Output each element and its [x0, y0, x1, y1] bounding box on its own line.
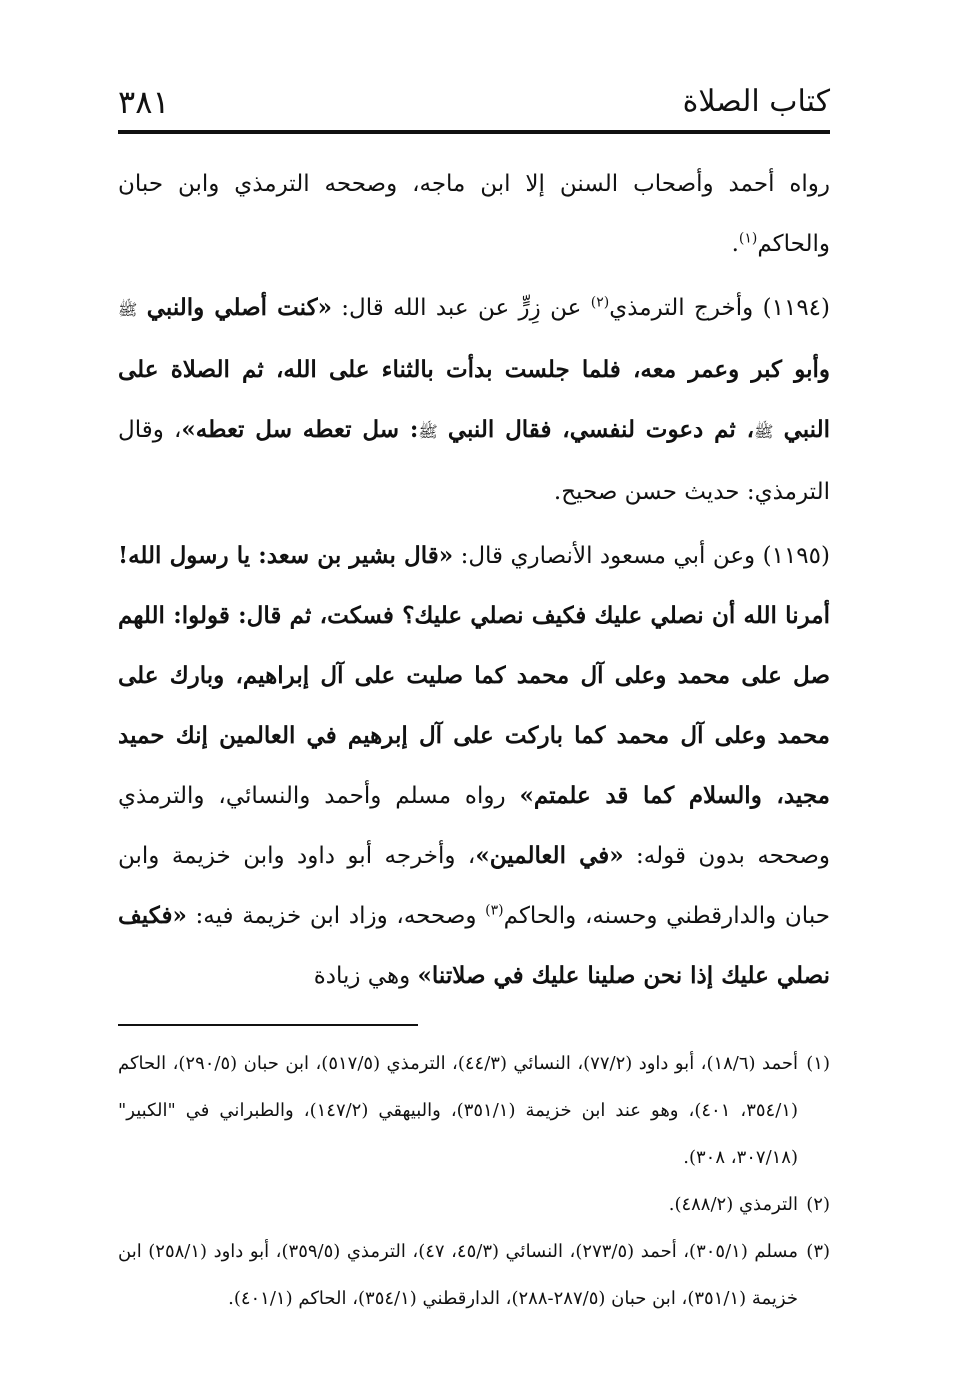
footnote-text: مسلم (٣٠٥/١)، أحمد (٢٧٣/٥)، النسائي (٤٥/٣، ٤٧)، الترمذي (٣٥٩/٥)، أبو داود (٢٥٨/١) ابن خزيمة (٣٥١/١)، ابن حبان (٢٨٧/٥-٢٨٨)، الدارقطني (٣٥٤/١)، الحاكم (٤٠١/١). [118, 1241, 799, 1309]
footnote-ref-1[interactable]: (١) [738, 230, 758, 247]
paragraph-hadith-1195 [118, 526, 830, 1006]
book-page [118, 78, 830, 1322]
footnote-text: أحمد (١٨/٦)، أبو داود (٧٧/٢)، النسائي (٤٤/٣)، الترمذي (٥١٧/٥)، ابن حبان (٢٩٠/٥)، الحاكم (٣٥٤/١، ٤٠١)، وهو عند ابن خزيمة (٣٥١/١)، والبيهقي (١٤٧/٢)، والطبراني في "الكبير" (٣٠٧/١٨، ٣٠٨). [118, 1053, 798, 1168]
hadith-number: (١١٩٥) [762, 543, 830, 569]
footnote-text: الترمذي (٤٨٨/٢). [668, 1194, 798, 1215]
text-segment: ، وأخرجه أبو داود وابن خزيمة وابن حبان والدارقطني وحسنه، والحاكم [118, 843, 830, 929]
text-segment: وهي زيادة [313, 963, 418, 989]
text-segment: وصححه، وزاد ابن خزيمة فيه: [186, 903, 486, 929]
salawat-glyph: ﷺ [754, 422, 774, 441]
text-segment: وأخرج الترمذي [609, 295, 754, 321]
hadith-quote: : سل تعطه سل تعطه» [181, 416, 419, 443]
hadith-quote: «في العالمين» [475, 842, 624, 869]
book-title: كتاب الصلاة [682, 84, 830, 119]
paragraph-hadith-1194 [118, 278, 830, 522]
header-rule [118, 130, 830, 134]
footnote-item [118, 1228, 830, 1322]
footnote-ref-3[interactable]: (٣) [485, 902, 504, 919]
page-number: ٣٨١ [118, 83, 170, 121]
salawat-glyph: ﷺ [418, 422, 438, 441]
footnote-ref-2[interactable]: (٢) [590, 294, 610, 311]
footnote-item [118, 1181, 830, 1228]
text-segment: ، وقال الترمذي: حديث حسن صحيح. [118, 417, 830, 505]
footnotes [118, 1040, 830, 1322]
hadith-quote: «فكيف نصلي عليك إذا نحن صلينا عليك في صلاتنا» [118, 902, 830, 989]
footnote-item [118, 1040, 830, 1181]
hadith-quote: «كنت أصلي والنبي [146, 294, 332, 321]
main-text [118, 154, 830, 1006]
page-header [118, 78, 830, 128]
hadith-quote: وأبو كبر وعمر معه، فلما جلست بدأت بالثناء على الله، ثم الصلاة على النبي [118, 356, 831, 443]
footnote-number: (١) [806, 1053, 830, 1074]
hadith-quote: «قال بشير بن سعد: يا رسول الله! أمرنا الله أن نصلي عليك فكيف نصلي عليك؟ فسكت، ثم قال: قولوا: اللهم صل على محمد وعلى آل محمد كما صليت على آل إبراهيم، وبارك على محمد وعلى آل محمد كما باركت على آل إبرهيم في العالمين إنك حميد مجيد، والسلام كما قد علمتم» [118, 542, 830, 809]
text-segment: وعن أبي مسعود الأنصاري قال: [453, 543, 756, 569]
text-segment: . [731, 231, 739, 257]
salawat-glyph: ﷺ [118, 300, 138, 319]
text-segment: رواه أحمد وأصحاب السنن إلا ابن ماجه، وصححه الترمذي وابن حبان والحاكم [118, 171, 830, 257]
text-segment: رواه مسلم وأحمد والنسائي، والترمذي وصححه بدون قوله: [118, 783, 830, 869]
text-segment: عن زِرٍّ عن عبد الله قال: [331, 295, 582, 321]
paragraph-intro [118, 154, 830, 274]
footnote-number: (٣) [806, 1241, 831, 1262]
hadith-number: (١١٩٤) [762, 295, 831, 321]
footnote-number: (٢) [806, 1194, 830, 1215]
hadith-quote: ، ثم دعوت لنفسي، فقال النبي [447, 416, 755, 443]
footnote-separator [118, 1024, 418, 1026]
